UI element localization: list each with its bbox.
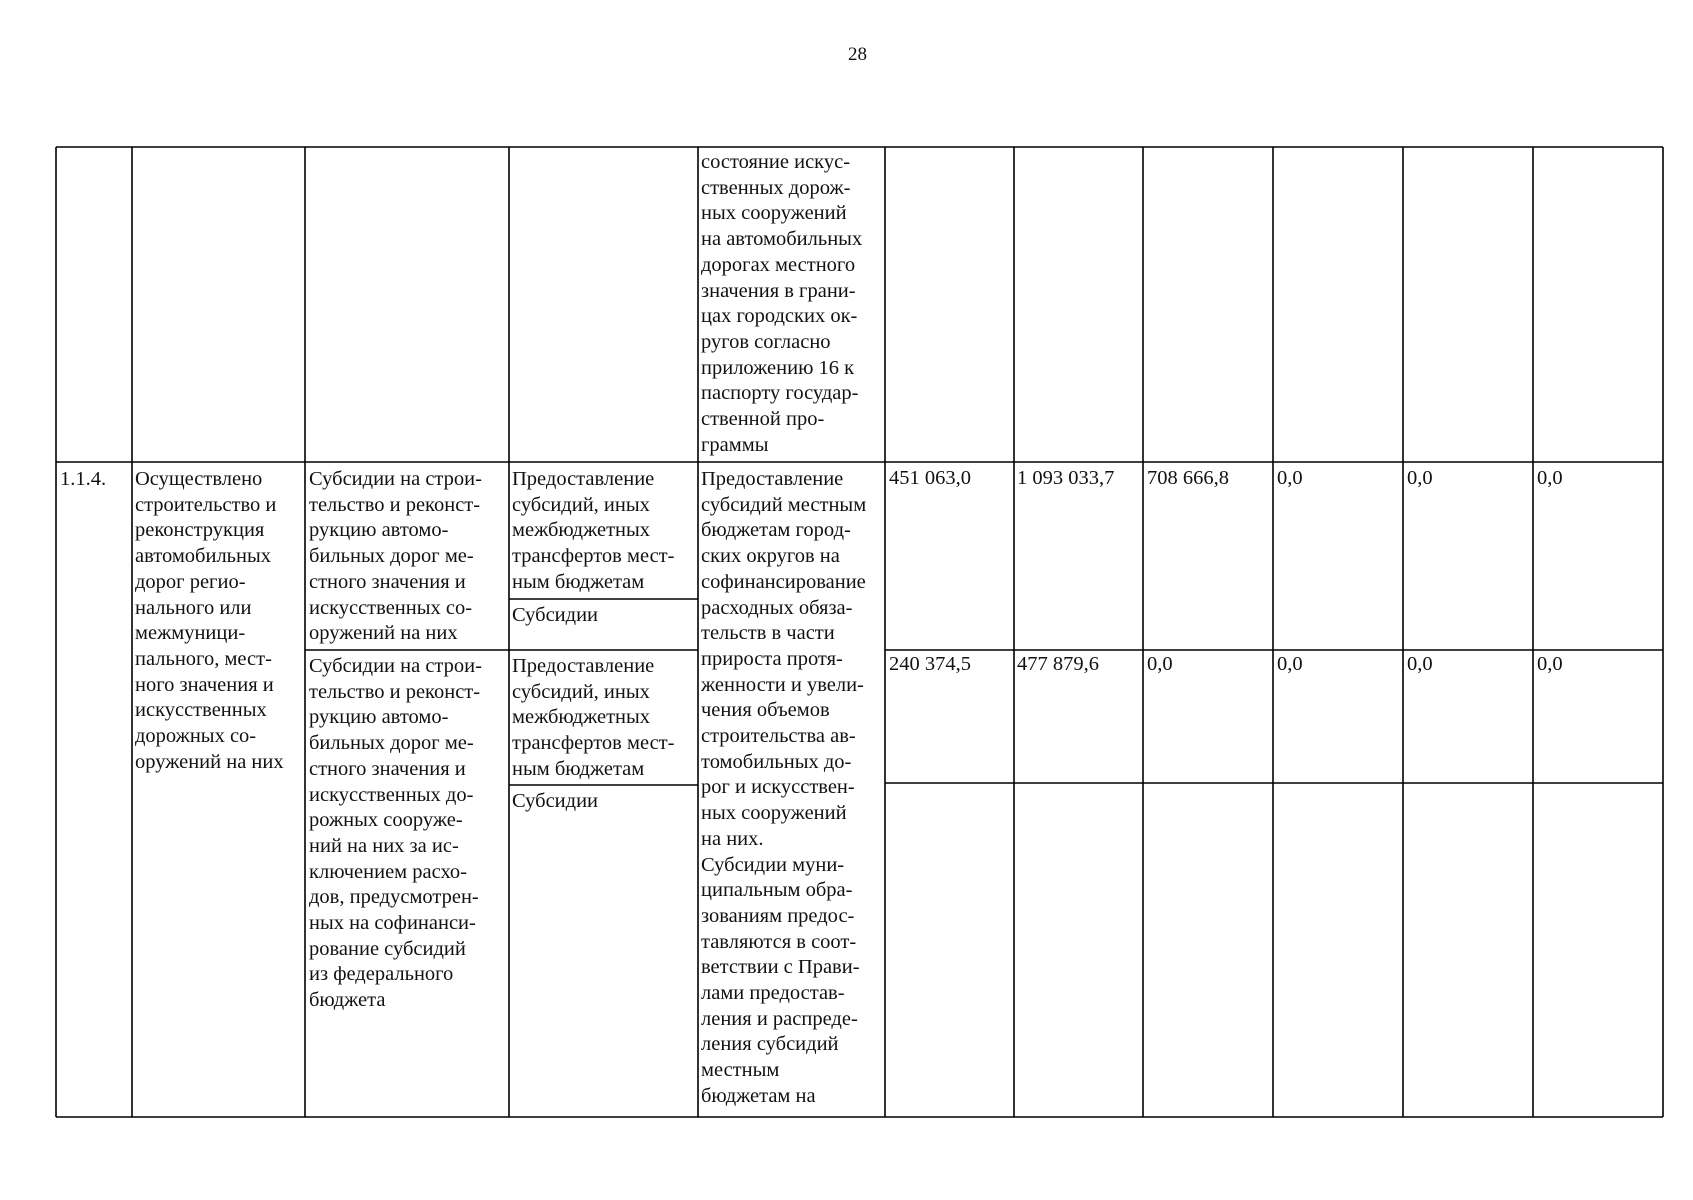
row2-mechanism-type: Субсидии	[512, 790, 599, 812]
row1-expense-name: Субсидии на строи- тельство и реконст- рукцию автомо- бильных дорог ме- стного значения и искусственных со- оружений на них	[309, 468, 482, 645]
row1-value: 1 093 033,7	[1017, 467, 1115, 489]
row2-value: 0,0	[1537, 653, 1563, 675]
row2-value: 0,0	[1277, 653, 1303, 675]
row1-value: 708 666,8	[1147, 467, 1229, 489]
top-row-result-text: состояние искус- ственных дорож- ных сооружений на автомобильных дорогах местного значения в грани- цах городских ок- ругов согласно приложению 16 к паспорту государ- ственной про- граммы	[701, 151, 863, 456]
row2-expense-name: Субсидии на строи- тельство и реконст- рукцию автомо- бильных дорог ме- стного значения и искусственных до- рожных сооруже- ний на них за ис- ключением расхо- дов, предусмотрен- ных на софинанси- рование субсидий из федерального бюджета	[309, 655, 482, 1012]
row1-value: 0,0	[1277, 467, 1303, 489]
row2-value: 477 879,6	[1017, 653, 1099, 675]
row1-value: 451 063,0	[889, 467, 971, 489]
item-event-name: Осуществлено строительство и реконструкция автомобильных дорог регио- нального или межмуници- пального, мест- ного значения и искусственных дорожных со- оружений на них	[135, 468, 284, 773]
page-number: 28	[848, 44, 867, 65]
row1-value: 0,0	[1537, 467, 1563, 489]
row2-mechanism: Предоставление субсидий, иных межбюджетных трансфертов мест- ным бюджетам	[512, 655, 675, 780]
row2-value: 240 374,5	[889, 653, 971, 675]
row1-mechanism: Предоставление субсидий, иных межбюджетных трансфертов мест- ным бюджетам	[512, 468, 675, 593]
row1-value: 0,0	[1407, 467, 1433, 489]
row2-value: 0,0	[1147, 653, 1173, 675]
row2-value: 0,0	[1407, 653, 1433, 675]
item-number: 1.1.4.	[60, 468, 107, 490]
row1-mechanism-type: Субсидии	[512, 604, 599, 626]
item-result-text: Предоставление субсидий местным бюджетам город- ских округов на софинансирование расходных обяза- тельств в части прироста протя- женности и увели- чения объемов строительства ав- томобильных до- рог и искусствен- ных сооружений на них. Субсидии муни- ципальным обра- зованиям предос- тавляются в соот- ветствии с Прави- лами предостав- ления и распреде- ления субсидий местным бюджетам на	[701, 468, 867, 1107]
